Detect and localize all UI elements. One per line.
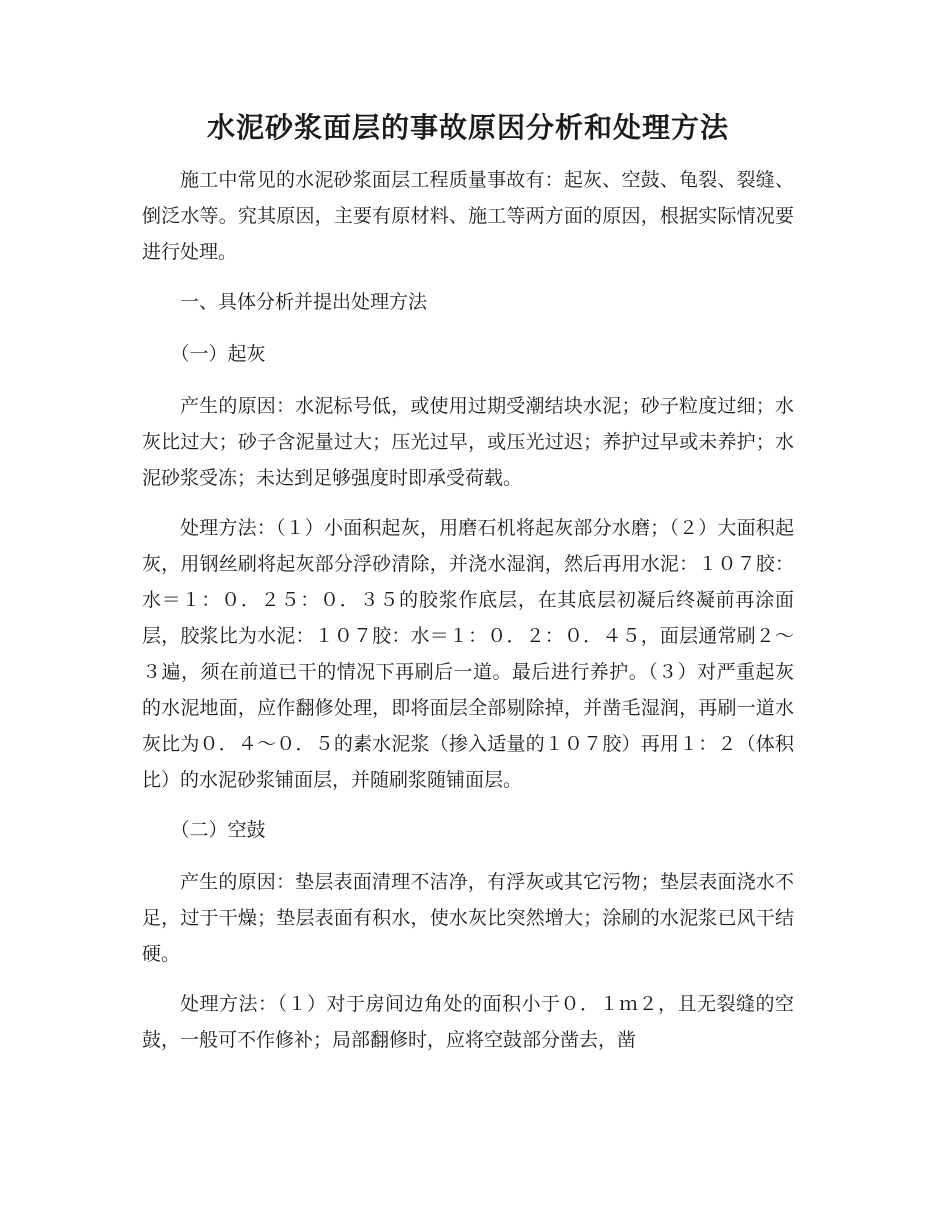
dusting-method-paragraph: 处理方法：（１）小面积起灰，用磨石机将起灰部分水磨；（２）大面积起灰，用钢丝刷将起灰部分浮砂清除，并浇水湿润，然后再用水泥：１０７胶：水＝１：０．２５：０．３５的胶浆作底层，在其底层初凝后终凝前再涂面层，胶浆比为水泥：１０７胶：水＝１：０．２：０．４５，面层通常刷２～３遍，须在前道已干的情况下再刷后一道。最后进行养护。（３）对严重起灰的水泥地面，应作翻修处理，即将面层全部剔除掉，并凿毛湿润，再刷一道水灰比为０．４～０．５的素水泥浆（掺入适量的１０７胶）再用１：２（体积比）的水泥砂浆铺面层，并随刷浆随铺面层。 bbox=[142, 517, 794, 791]
dusting-cause-paragraph: 产生的原因：水泥标号低，或使用过期受潮结块水泥；砂子粒度过细；水灰比过大；砂子含泥量过大；压光过早，或压光过迟；养护过早或未养护；水泥砂浆受冻；未达到足够强度时即承受荷载。 bbox=[142, 395, 794, 489]
hollowing-method-paragraph: 处理方法：（１）对于房间边角处的面积小于０．１ｍ２，且无裂缝的空鼓，一般可不作修补；局部翻修时，应将空鼓部分凿去，凿 bbox=[142, 993, 794, 1051]
document-page bbox=[142, 108, 794, 1072]
section-heading-analysis: 一、具体分析并提出处理方法 bbox=[180, 291, 428, 313]
hollowing-cause-paragraph: 产生的原因：垫层表面清理不洁净，有浮灰或其它污物；垫层表面浇水不足，过于干燥；垫层表面有积水，使水灰比突然增大；涂刷的水泥浆已风干结硬。 bbox=[142, 871, 794, 965]
document-title: 水泥砂浆面层的事故原因分析和处理方法 bbox=[206, 111, 729, 144]
subheading-hollowing: （二）空鼓 bbox=[170, 819, 266, 841]
subheading-dusting: （一）起灰 bbox=[170, 343, 266, 365]
intro-paragraph: 施工中常见的水泥砂浆面层工程质量事故有：起灰、空鼓、龟裂、裂缝、倒泛水等。究其原因，主要有原材料、施工等两方面的原因，根据实际情况要进行处理。 bbox=[142, 169, 794, 263]
